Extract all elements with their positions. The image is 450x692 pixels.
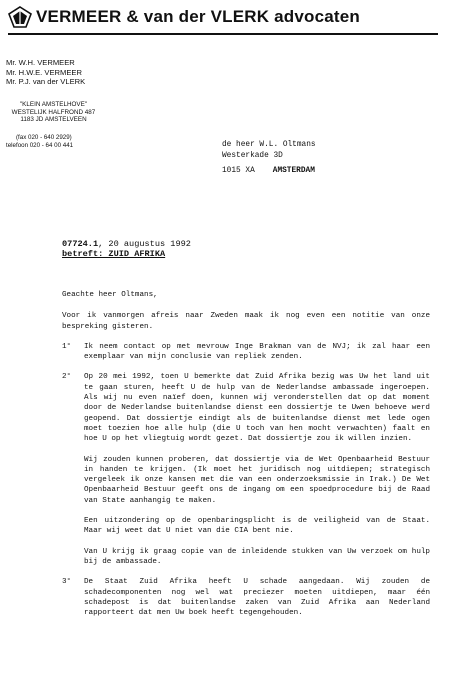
item-marker: 3° — [62, 578, 72, 587]
list-item — [62, 372, 430, 567]
partner-name: Mr. W.H. VERMEER — [6, 58, 75, 67]
sender-phone: telefoon 020 - 64 00 441 — [6, 142, 74, 149]
intro-paragraph: Voor ik vanmorgen afreis naar Zweden maak ik nog even een notitie van onze bespreking gisteren. — [62, 312, 430, 331]
sender-address — [6, 101, 101, 124]
letter-reference — [62, 239, 191, 259]
recipient-postcode: 1015 XA — [222, 167, 255, 175]
list-item — [62, 577, 430, 618]
sender-building: "KLEIN AMSTELHOVE" — [19, 101, 88, 108]
recipient-name: de heer W.L. Oltmans — [222, 141, 316, 149]
list-item — [62, 342, 430, 363]
sender-contact — [6, 134, 73, 150]
sender-street: WESTELIJK HALFROND 487 — [11, 108, 96, 116]
item-paragraph: De Staat Zuid Afrika heeft U schade aangedaan. Wij zouden de schadecomponenten nog wel wat preciezer moeten uitdiepen, maar één schadepost is dat buitenlandse zaken van Zuid Afrika aan Nederland rapporteert dat men Uw boek heeft tegengehouden. — [84, 578, 430, 618]
sender-fax: (fax 020 - 640 2929) — [16, 134, 72, 141]
recipient-city: AMSTERDAM — [272, 167, 315, 175]
partner-list — [6, 58, 85, 87]
letter-subject: betreft: ZUID AFRIKA — [62, 249, 166, 259]
item-paragraph: Wij zouden kunnen proberen, dat dossiertje via de Wet Openbaarheid Bestuur in handen te krijgen. (Ik moet het juridisch nog uitdiepen; strategisch vergeleek ik onze kansen met die van een onderzoeksmissie in Irak.) De Wet Openbaarheid Bestuur geeft ons de ingang om een spoedprocedure bij de Raad van State aanhangig te maken. — [84, 455, 430, 505]
item-marker: 1° — [62, 342, 72, 351]
partner-name: Mr. P.J. van der VLERK — [6, 77, 86, 86]
partner-name: Mr. H.W.E. VERMEER — [6, 67, 82, 77]
firm-logo-icon — [8, 6, 32, 28]
item-paragraph: Een uitzondering op de openbaringsplicht is de veiligheid van de Staat. Maar wij weet dat U niet van die CIA bent nie. — [84, 517, 430, 536]
item-paragraph: Van U krijg ik graag copie van de inleidende stukken van Uw verzoek om hulp bij de ambassade. — [84, 547, 430, 566]
item-paragraph: Op 20 mei 1992, toen U bemerkte dat Zuid Afrika bezig was Uw het land uit te gaan sturen, heeft U de hulp van de Nederlandse ambassade ingeroepen. Als wij nu even naïef doen, kunnen wij veronderstellen dat op dat moment door de Nederlandse buitenlandse dienst een dossiertje te Uwen behoeve werd geopend. Dat dossiertje eindigt als de buitenlandse dienst met lede ogen moet toezien hoe alle hulp (die U toch van hen mocht verwachten) faalt en hoe U op het vliegtuig wordt gezet. Dat dossiertje zou ik willen inzien. — [84, 373, 430, 444]
letter-date: , 20 augustus 1992 — [98, 239, 191, 249]
letter-body — [62, 290, 430, 628]
item-paragraph: Ik neem contact op met mevrouw Inge Brakman van de NVJ; ik zal haar een exemplaar van mijn conclusie van repliek zenden. — [84, 342, 430, 362]
recipient-city-line — [222, 166, 316, 177]
reference-number: 07724.1 — [62, 239, 99, 249]
sender-city: 1183 JD AMSTELVEEN — [20, 116, 87, 124]
firm-name: VERMEER & van der VLERK advocaten — [36, 7, 361, 26]
recipient-street: Westerkade 3D — [222, 152, 283, 160]
letterhead-rule — [8, 33, 438, 35]
salutation: Geachte heer Oltmans, — [62, 291, 158, 299]
letterhead — [8, 6, 438, 30]
item-marker: 2° — [62, 373, 72, 382]
recipient-address — [222, 140, 316, 177]
